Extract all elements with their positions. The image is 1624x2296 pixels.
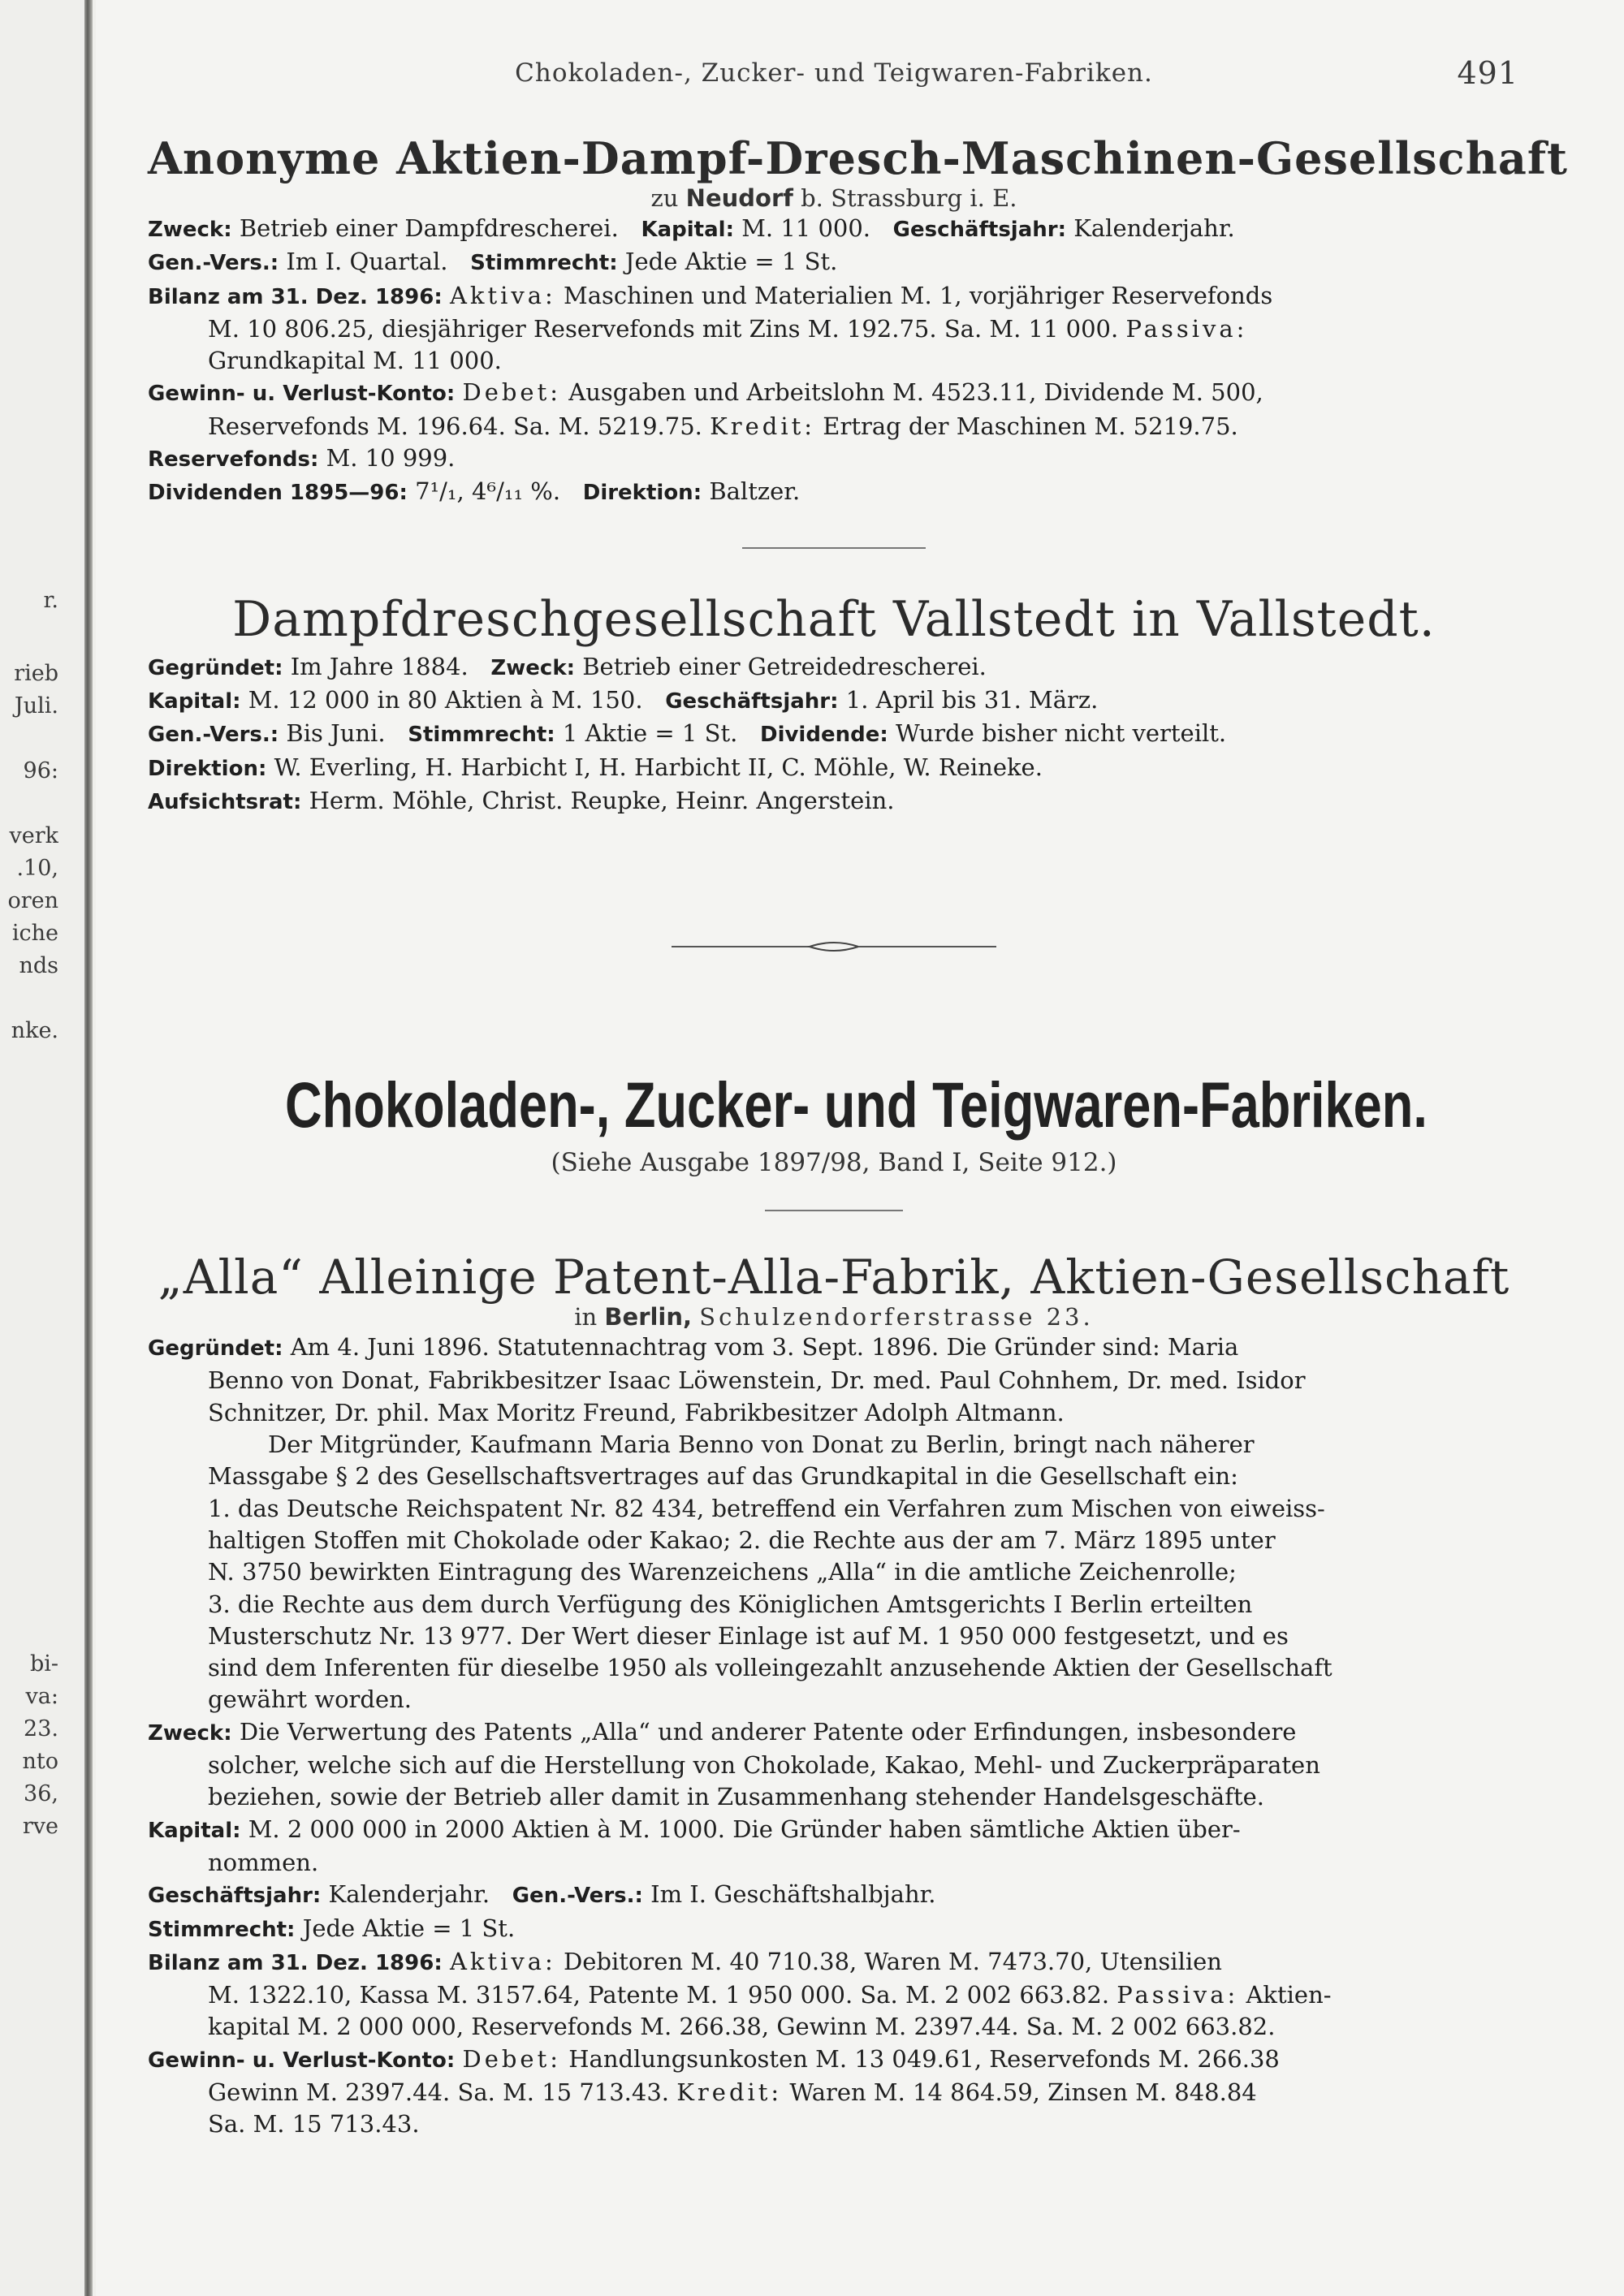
guv-block: Gewinn- u. Verlust-Konto: Debet: Handlungsunkosten M. 13 049.61, Reservefonds M. 266.38 (148, 2044, 1280, 2073)
gutter-fragment: 36, (24, 1781, 58, 1806)
detail-line: Gen.-Vers.: Im I. Quartal. Stimmrecht: Jede Aktie = 1 St. (148, 248, 838, 276)
company-location-line: in Berlin, Schulzendorferstrasse 23. (574, 1303, 1094, 1331)
gutter-fragment: 23. (24, 1716, 58, 1741)
gutter-fragment: va: (25, 1684, 58, 1709)
guv-block: Gewinn- u. Verlust-Konto: Debet: Ausgaben und Arbeitslohn M. 4523.11, Dividende M. 500, (148, 378, 1263, 407)
company-details: Gegründet: Im Jahre 1884. Zweck: Betrieb einer Getreidedrescherei. Kapital: M. 12 000 in 80 Aktien à M. 150. Geschäftsjahr: 1. April bis 31. März. Gen.-Vers.: Bis Juni. Stimmrecht: 1 Aktie = 1 St. Dividende: Wurde bisher nicht verteilt. Direktion: W. Everling, H. Harbicht I, H. Harbicht II, C. Möhle, W. Reineke. Aufsichtsrat: Herm. Möhle, Christ. Reupke, Heinr. Angerstein. (148, 652, 1227, 814)
company-location: Neudorf (685, 184, 793, 212)
gutter-fragment: bi- (29, 1651, 58, 1677)
gutter-fragment: nds (19, 953, 58, 978)
gutter-fragment: verk (9, 823, 58, 848)
gutter-fragment: rieb (14, 661, 58, 686)
binding-gutter (0, 0, 96, 2296)
gutter-fragment: r. (43, 588, 58, 613)
company-entry-vallstedt (148, 590, 1520, 818)
gutter-fragment: 96: (23, 758, 58, 783)
gutter-fragment: Juli. (14, 693, 58, 719)
company-location: Berlin, (604, 1303, 693, 1331)
gutter-fragment: nke. (11, 1018, 58, 1043)
company-title: „Alla“ Alleinige Patent-Alla-Fabrik, Aktien-Gesellschaft (158, 1249, 1510, 1306)
company-title: Anonyme Aktien-Dampf-Dresch-Maschinen-Gesellschaft (148, 132, 1568, 184)
gutter-fragment: .10, (16, 856, 58, 881)
running-head (148, 49, 1520, 97)
document-page (148, 49, 1568, 2273)
detail-line: Zweck: Betrieb einer Dampfdrescherei. Kapital: M. 11 000. Geschäftsjahr: Kalenderjahr. (148, 214, 1235, 242)
company-details: Zweck: Betrieb einer Dampfdrescherei. Kapital: M. 11 000. Geschäftsjahr: Kalenderjahr. Gen.-Vers.: Im I. Quartal. Stimmrecht: Jede Aktie = 1 St. Bilanz am 31. Dez. 1896: Aktiva: Maschinen und Materialien M. 1, vorjähriger Reservefonds M. 10 806.25, diesjähriger Reservefonds mit Zins M. 192.75. Sa. M. 11 000. Passiva: Grundkapital M. 11 000. Gewinn- u. Verlust-Konto: Debet: Ausgaben und Arbeitslohn M. 4523.11, Dividende M. 500, Reservefonds M. 196.64. Sa. M. 5219.75. Kredit: Ertrag der Maschinen M. 5219.75. Reservefonds: M. 10 999. Dividenden 1895—96: 7¹/₁, 4⁶/₁₁ %. Direktion: Baltzer. (148, 213, 1520, 510)
separator-rule (765, 1210, 903, 1211)
ornament-divider (672, 940, 996, 953)
company-details: Gegründet: Am 4. Juni 1896. Statutennachtrag vom 3. Sept. 1896. Die Gründer sind: Maria Benno von Donat, Fabrikbesitzer Isaac Löwenstein, Dr. med. Paul Cohnhem, Dr. med. Isidor Schnitzer, Dr. phil. Max Moritz Freund, Fabrikbesitzer Adolph Altmann. Der Mitgründer, Kaufmann Maria Benno von Donat zu Berlin, bringt nach näherer Massgabe § 2 des Gesellschaftsvertrages auf das Grundkapital in die Gesellschaft ein: 1. das Deutsche Reichspatent Nr. 82 434, betreffend ein Verfahren zum Mischen von eiweiss- haltigen Stoffen mit Chokolade oder Kakao; 2. die Rechte aus der am 7. März 1895 unter N. 3750 bewirkten Eintragung des Warenzeichens „Alla“ in die amtliche Zeichenrolle; 3. die Rechte aus dem durch Verfügung des Königlichen Amtsgerichts I Berlin erteilten Musterschutz Nr. 13 977. Der Wert dieser Einlage ist auf M. 1 950 000 festgesetzt, und es sind dem Inferenten für dieselbe 1950 als volleingezahlt anzusehende Aktien der Gesellschaft gewährt worden. Zweck: Die Verwertung des Patents „Alla“ und anderer Patente oder Erfindungen, insbesondere solcher, welche sich auf die Herstellung von Chokolade, Kakao, Mehl- und Zuckerpräparaten beziehen, sowie der Betrieb aller damit in Zusammenhang stehender Handelsgeschäfte. Kapital: M. 2 000 000 in 2000 Aktien à M. 1000. Die Gründer haben sämtliche Aktien über- nommen. Geschäftsjahr: Kalenderjahr. Gen.-Vers.: Im I. Geschäftshalbjahr. Stimmrecht: Jede Aktie = 1 St. Bilanz am 31. Dez. 1896: Aktiva: Debitoren M. 40 710.38, Waren M. 7473.70, Utensilien M. 1322.10, Kassa M. 3157.64, Patente M. 1 950 000. Sa. M. 2 002 663.82. Passiva: Aktien- kapital M. 2 000 000, Reservefonds M. 266.38, Gewinn M. 2397.44. Sa. M. 2 002 663.82. Gewinn- u. Verlust-Konto: Debet: Handlungsunkosten M. 13 049.61, Reservefonds M. 266.38 Gewinn M. 2397.44. Sa. M. 15 713.43. Kredit: Waren M. 14 864.59, Zinsen M. 848.84 Sa. M. 15 713.43. (148, 1331, 1520, 2140)
running-head-title: Chokoladen-, Zucker- und Teigwaren-Fabriken. (515, 58, 1153, 88)
adjacent-page-fragments (0, 588, 58, 1843)
company-entry-neudorf (148, 132, 1568, 510)
separator-rule (742, 547, 926, 549)
page-number: 491 (1457, 55, 1518, 91)
bilanz-block: Bilanz am 31. Dez. 1896: Aktiva: Maschinen und Materialien M. 1, vorjähriger Reservefonds (148, 281, 1273, 309)
bilanz-block: Bilanz am 31. Dez. 1896: Aktiva: Debitoren M. 40 710.38, Waren M. 7473.70, Utensilien (148, 1947, 1222, 1975)
gutter-fragment: nto (22, 1749, 58, 1774)
section-reference: (Siehe Ausgabe 1897/98, Band I, Seite 912.) (551, 1148, 1117, 1178)
company-entry-alla (148, 1250, 1520, 2140)
section-header (148, 1068, 1520, 1177)
gutter-fragment: iche (11, 921, 58, 946)
section-title: Chokoladen-, Zucker- und Teigwaren-Fabriken. (285, 1068, 1427, 1142)
company-address: Schulzendorferstrasse 23. (699, 1303, 1094, 1331)
contribution-paragraph: Der Mitgründer, Kaufmann Maria Benno von Donat zu Berlin, bringt nach näherer Massgabe § 2 des Gesellschaftsvertrages auf das Grundkapital in die Gesellschaft ein: 1. das Deutsche Reichspatent Nr. 82 434, betreffend ein Verfahren zum Mischen von eiweiss- haltigen Stoffen mit Chokolade oder Kakao; 2. die Rechte aus der am 7. März 1895 unter N. 3750 bewirkten Eintragung des Warenzeichens „Alla“ in die amtliche Zeichenrolle; 3. die Rechte aus dem durch Verfügung des Königlichen Amtsgerichts I Berlin erteilten Musterschutz Nr. 13 977. Der Wert dieser Einlage ist auf M. 1 950 000 festgesetzt, und es sind dem Inferenten für dieselbe 1950 als volleingezahlt anzusehende Aktien der Gesellschaft gewährt worden. (208, 1431, 1332, 1714)
gutter-fragment: oren (7, 888, 58, 913)
company-location-line: zu Neudorf b. Strassburg i. E. (650, 184, 1017, 212)
gutter-fragment: rve (22, 1814, 58, 1839)
company-title: Dampfdreschgesellschaft Vallstedt in Vallstedt. (232, 590, 1436, 648)
binding-shadow (84, 0, 93, 2296)
